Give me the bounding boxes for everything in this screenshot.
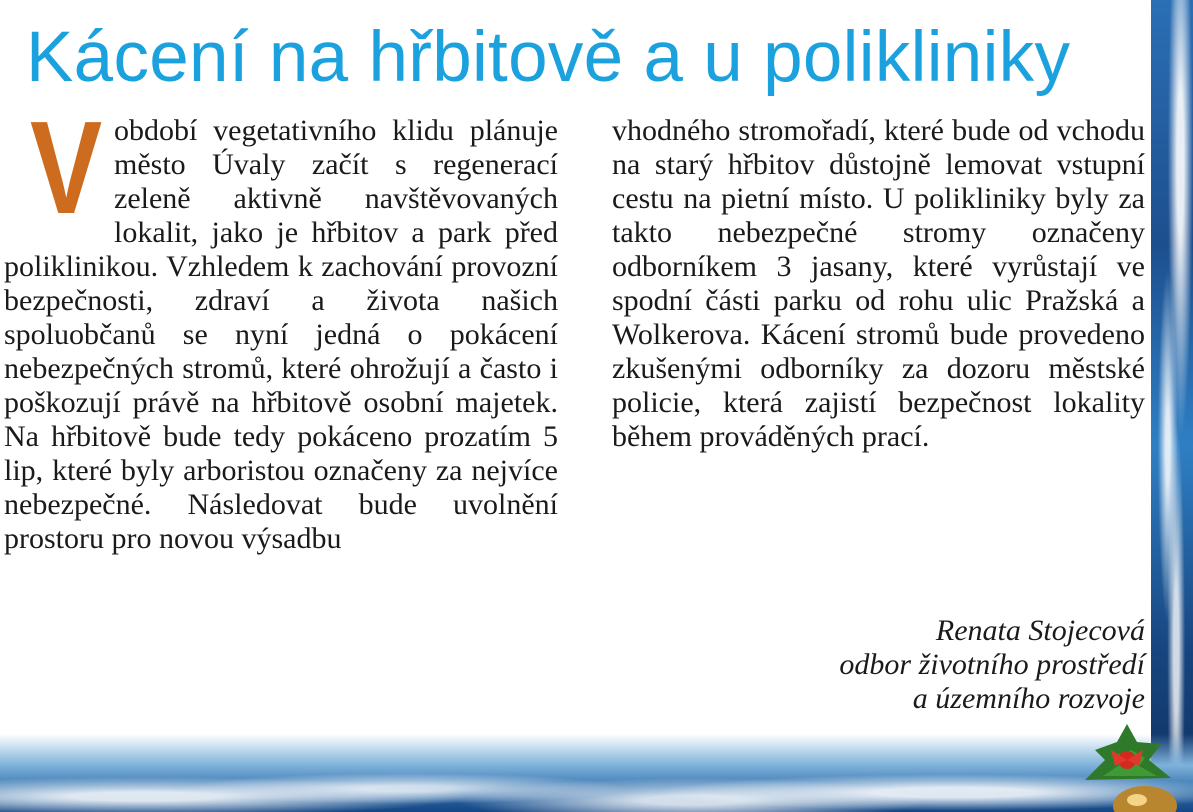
author-department: odbor životního prostředí bbox=[839, 648, 1145, 681]
article-title: Kácení na hřbitově a u polikliniky bbox=[26, 18, 1071, 97]
author-signature bbox=[839, 614, 1145, 716]
frost-border-right bbox=[1151, 0, 1193, 812]
frost-border-bottom bbox=[0, 734, 1193, 812]
author-department-line2: a územního rozvoje bbox=[912, 682, 1145, 715]
article-text-left: období vegetativního klidu plánuje město Úvaly začít s regenerací zeleně aktivně navštěvovaných lokalit, jako je hřbitov a park před poliklinikou. Vzhledem k zachování provozní bezpečnosti, zdraví a života našich spoluobčanů se nyní jedná o pokácení nebezpečných stromů, které ohrožují a často i poškozují právě na hřbitově osobní majetek. Na hřbitově bude tedy pokáceno prozatím 5 lip, které byly arboristou označeny za nejvíce nebezpečné. Následovat bude uvolnění prostoru pro novou výsadbu bbox=[4, 114, 558, 555]
article-text-right: vhodného stromořadí, které bude od vchodu na starý hřbitov důstojně lemovat vstupní cestu na pietní místo. U polikliniky byly za takto nebezpečné stromy označeny odborníkem 3 jasany, které vyrůstají ve spodní části parku od rohu ulic Pražská a Wolkerova. Kácení stromů bude provedeno zkušenými odborníky za dozoru městské policie, která zajistí bezpečnost lokality během prováděných prací. bbox=[612, 114, 1145, 453]
christmas-ornament-icon bbox=[1075, 720, 1187, 812]
drop-cap: V bbox=[30, 94, 103, 241]
author-name: Renata Stojecová bbox=[935, 614, 1145, 647]
article-column-right bbox=[612, 114, 1145, 454]
article-column-left bbox=[4, 94, 558, 556]
